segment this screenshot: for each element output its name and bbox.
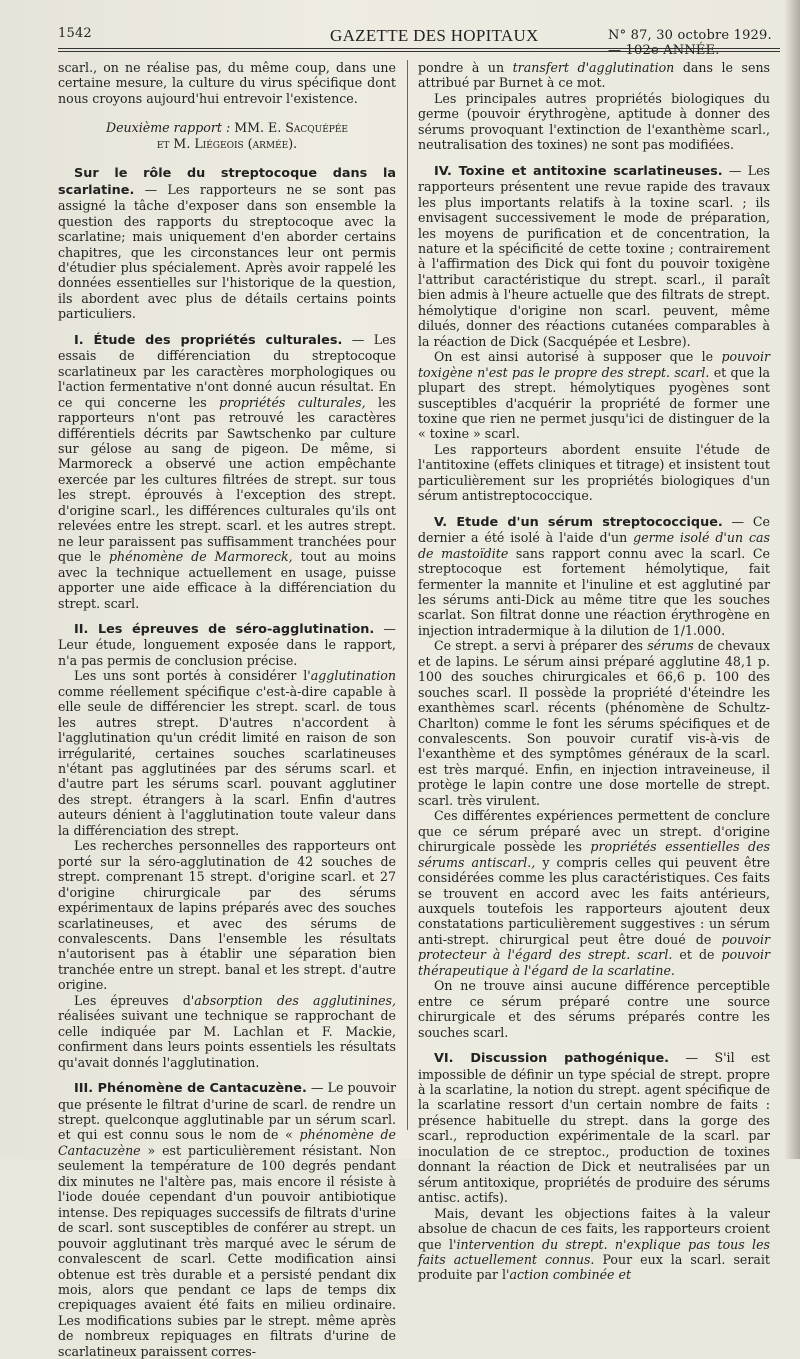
header-rule-bottom bbox=[58, 51, 780, 52]
left-column bbox=[58, 60, 396, 1359]
italic-text: transfert d'agglutination bbox=[512, 60, 675, 75]
section-1-heading: I. Étude des propriétés culturales. bbox=[74, 332, 343, 348]
text: tout au moins avec la technique actuellement en usage, puisse apporter une aide efficace à la différenciation du strept. scarl. bbox=[58, 549, 396, 611]
text: — S'il est impossible de définir un type spécial de strept. propre à la scarlatine, la notion du strept. agent spécifique de la scarlatine ressort d'un certain nombre de faits : présence habituelle du strept. dans la gorge des scarl., reproduction expérimentale de la scarl. par inoculation de ce streptoc., production de toxines donnant la réaction de Dick et neutralisées par un sérum antitoxique, propriétés de produire des sérums antisc. actifs). bbox=[418, 1050, 770, 1206]
italic-text: agglutination bbox=[310, 668, 396, 684]
report-title: Sur le rôle du streptocoque dans la scarlatine. bbox=[58, 166, 396, 198]
text: » est particulièrement résistant. Non seulement la température de 100 degrés pendant dix minutes ne l'altère pas, mais encore il résiste à l'iode douée cependant d'un pouvoir antibiotique intense. Des repiquages successifs de filtrats d'urine de scarl. sont susceptibles de conférer au strept. un pouvoir agglutinant très marqué avec le sérum de convalescent de scarl. Cette modification ainsi obtenue est très durable et a persisté pendant dix mois, alors que pendant ce laps de temps dix crepiquages avaient été faits en milieu ordinaire. Les modifications subies par le strept. même après de nombreux repiquages en filtrats d'urine de scarlatineux paraissent corres- bbox=[58, 1142, 396, 1359]
section-5 bbox=[418, 514, 770, 639]
text: On est ainsi autorisé à supposer que le bbox=[434, 349, 722, 365]
text: Les uns sont portés à considérer l' bbox=[74, 668, 311, 684]
text: — Les essais de différenciation du streptocoque scarlatineux par les caractères morphologiques ou l'action fermentative n'ont donné aucun résultat. En ce qui concerne les bbox=[58, 331, 396, 410]
right-column bbox=[418, 60, 770, 1283]
paragraph: Les recherches personnelles des rapporteurs ont porté sur la séro-agglutination de 42 souches de strept. comprenant 15 strept. d'origine scarl. et 27 d'origine chirurgicale par des sérums expérimentaux de lapins préparés avec des souches scarlatineuses, et avec des sérums de convalescents. Dans l'ensemble les résultats n'autorisent pas à établir une séparation bien tranchée entre un strept. banal et les strept. d'autre origine. bbox=[58, 838, 396, 993]
text: — Leur étude, longuement exposée dans le rapport, n'a pas permis de conclusion précise. bbox=[58, 620, 396, 668]
italic-text: absorption des agglutinines, bbox=[194, 992, 396, 1008]
text: — Ce dernier a été isolé à l'aide d'un bbox=[418, 513, 770, 546]
italic-text: pouvoir toxigène n'est pas le propre des strept. scarl. bbox=[418, 349, 770, 380]
section-4 bbox=[418, 163, 770, 349]
section-3-heading: III. Phénomène de Cantacuzène. bbox=[74, 1081, 307, 1097]
issue-info: N° 87, 30 octobre 1929. — 102e ANNÉE. bbox=[608, 28, 772, 58]
text: Mais, devant les objections faites à la valeur absolue de chacun de ces faits, les rapporteurs croient que l' bbox=[418, 1205, 770, 1252]
journal-title: GAZETTE DES HOPITAUX bbox=[330, 26, 539, 45]
italic-text: intervention du strept. n'explique pas tous les faits actuellement connus. bbox=[418, 1236, 771, 1267]
paragraph: scarl., on ne réalise pas, du même coup, dans une certaine mesure, la culture du virus spécifique dont nous croyons aujourd'hui entrevoir l'existence. bbox=[58, 60, 396, 106]
section-intro bbox=[58, 165, 396, 322]
text: dans le sens attribué par Burnet à ce mot. bbox=[418, 60, 771, 91]
section-2 bbox=[58, 621, 396, 668]
text: et que la plupart des strept. hémolytiques pyogènes sont susceptibles d'acquérir la propriété de former une toxine que rien ne permet jusqu'ici de distinguer de la « toxine » scarl. bbox=[418, 364, 771, 442]
italic-text: phénomène de Marmoreck, bbox=[108, 549, 293, 565]
italic-text: propriétés culturales, bbox=[219, 394, 366, 410]
header-rule-top bbox=[58, 48, 780, 49]
text: les rapporteurs n'ont pas retrouvé les caractères différentiels décrits par Sawtschenko par culture sur gélose au sang de pigeon. De même, si Marmoreck a observé une action empêchante exercée par les cultures filtrées de strept. sur tous les strept. éprouvés à l'exception des strept. d'origine scarl., les différences culturales qu'ils ont relevées entre les strept. scarl. et les autres strept. ne leur paraissent pas suffisamment tranchées pour que le bbox=[58, 394, 397, 565]
italic-text: phénomène de Cantacuzène bbox=[58, 1127, 396, 1158]
text: — Le pouvoir que présente le filtrat d'urine de scarl. de rendre un strept. quelconque agglutinable par un sérum scarl. et qui est connu sous le nom de « bbox=[58, 1080, 397, 1143]
report-byline bbox=[58, 120, 396, 135]
text: et de bbox=[672, 947, 722, 963]
paragraph bbox=[418, 349, 770, 442]
paragraph bbox=[418, 1206, 770, 1283]
text: — Les rapporteurs présentent une revue rapide des travaux les plus importants relatifs à la toxine scarl. ; ils envisagent successivement le mode de préparation, les moyens de purification et de concentration, la nature et la spécificité de cette toxine ; contrairement à l'affirmation des Dick qui font du pouvoir toxigène l'attribut caractéristique du strept. scarl., il paraît bien admis à l'heure actuelle que des filtrats de strept. hémolytique d'origine non scarl. peuvent, même dilués, donner des réactions cutanées comparables à la réaction de Dick (Sacquépée et Lesbre). bbox=[418, 162, 770, 349]
text: de chevaux et de lapins. Le sérum ainsi préparé agglutine 48,1 p. 100 des souches chirurgicales et 66,6 p. 100 des souches scarl. Il possède la propriété d'éteindre les exanthèmes scarl. récents (phénomène de Schultz-Charlton) comme le font les sérums spécifiques et de convalescents. Son pouvoir curatif vis-à-vis de l'exanthème et des symptômes généraux de la scarl. est très marqué. Enfin, en injection intraveineuse, il protège le lapin contre une dose mortelle de strept. scarl. très virulent. bbox=[418, 638, 770, 808]
text: pondre à un bbox=[418, 60, 513, 75]
page-number: 1542 bbox=[58, 26, 92, 41]
paragraph bbox=[418, 808, 770, 978]
paragraph: On ne trouve ainsi aucune différence perceptible entre ce sérum préparé contre une source chirurgicale et des sérums préparés contre les souches scarl. bbox=[418, 978, 770, 1040]
text: Ces différentes expériences permettent de conclure que ce sérum préparé avec un strept. d'origine chirurgicale possède les bbox=[418, 808, 770, 855]
italic-text: propriétés essentielles des sérums antiscarl., bbox=[418, 839, 770, 870]
italic-text: sérums bbox=[647, 638, 694, 654]
report-label: Deuxième rapport : bbox=[106, 120, 231, 136]
text: sans rapport connu avec la scarl. Ce streptocoque est fortement hémolytique, fait fermenter la mannite et l'inuline et est agglutiné par les sérums anti-Dick au même titre que les souches scarlat. Son filtrat donne une réaction érythrogène en injection intradermique à la dilution de 1/1.000. bbox=[418, 545, 770, 638]
italic-text: germe isolé d'un cas de mastoïdite bbox=[418, 530, 770, 561]
column-divider bbox=[407, 60, 408, 1130]
italic-text: pouvoir protecteur à l'égard des strept. scarl. bbox=[418, 931, 770, 963]
text: Pour eux la scarl. serait produite par l' bbox=[418, 1251, 770, 1283]
report-authors-line2: et M. Liégeois (armée). bbox=[156, 135, 298, 151]
text: Les épreuves d' bbox=[74, 992, 195, 1008]
section-3 bbox=[58, 1080, 396, 1359]
intro-text: — Les rapporteurs ne se sont pas assigné la tâche d'exposer dans son ensemble la question des rapports du streptocoque avec la scarlatine; mais uniquement d'en aborder certains chapitres, que les circonstances leur ont permis d'étudier plus spécialement. Après avoir rappelé les données essentielles sur l'historique de la question, ils abordent avec plus de détails certains points particuliers. bbox=[58, 181, 396, 322]
section-4-heading: IV. Toxine et antitoxine scarlatineuses. bbox=[434, 163, 723, 179]
text: comme réellement spécifique c'est-à-dire capable à elle seule de différencier les strept. scarl. de tous les autres strept. D'autres n'accordent à l'agglutination qu'un crédit limité en raison de son irrégularité, certaines souches scarlatineuses n'étant pas agglutinées par des sérums scarl. et d'autre part les sérums scarl. pouvant agglutiner des strept. étrangers à la scarl. Enfin d'autres auteurs dénient à l'agglutination toute valeur dans la différenciation des strept. bbox=[58, 683, 396, 838]
paragraph bbox=[418, 638, 770, 808]
section-1 bbox=[58, 332, 396, 611]
paragraph: Les principales autres propriétés biologiques du germe (pouvoir érythrogène, aptitude à donner des sérums provoquant l'extinction de l'exanthème scarl., neutralisation des toxines) ne sont pas modifiées. bbox=[418, 90, 770, 153]
paragraph bbox=[418, 60, 770, 91]
report-authors: MM. E. Sacquépée bbox=[234, 120, 348, 136]
text: réalisées suivant une technique se rapprochant de celle indiquée par M. Lachlan et F. Mackie, confirment dans leurs points essentiels les résultats qu'avait donnés l'agglutination. bbox=[58, 1008, 396, 1070]
section-6 bbox=[418, 1050, 770, 1206]
section-2-heading: II. Les épreuves de séro-agglutination. bbox=[74, 621, 375, 637]
paragraph bbox=[58, 993, 396, 1070]
section-5-heading: V. Etude d'un sérum streptococcique. bbox=[434, 514, 723, 530]
section-6-heading: VI. Discussion pathogénique. bbox=[434, 1051, 670, 1067]
italic-text: action combinée et bbox=[509, 1267, 632, 1283]
italic-text: pouvoir thérapeutique à l'égard de la scarlatine. bbox=[418, 947, 771, 978]
page-header bbox=[58, 26, 780, 58]
paragraph bbox=[58, 668, 396, 838]
text: y compris celles qui peuvent être considérées comme les plus caractéristiques. Ces faits se trouvent en accord avec les faits antérieurs, auxquels toutefois les rapporteurs ajoutent deux constatations particulièrement suggestives : un sérum anti-strept. chirurgical peut être doué de bbox=[418, 854, 770, 947]
text: Ce strept. a servi à préparer des bbox=[434, 638, 648, 654]
paragraph: Les rapporteurs abordent ensuite l'étude de l'antitoxine (effets cliniques et titrage) et insistent tout particulièrement sur les propriétés biologiques d'un sérum antistreptococcique. bbox=[418, 441, 770, 504]
page-edge-shadow bbox=[784, 0, 800, 1159]
